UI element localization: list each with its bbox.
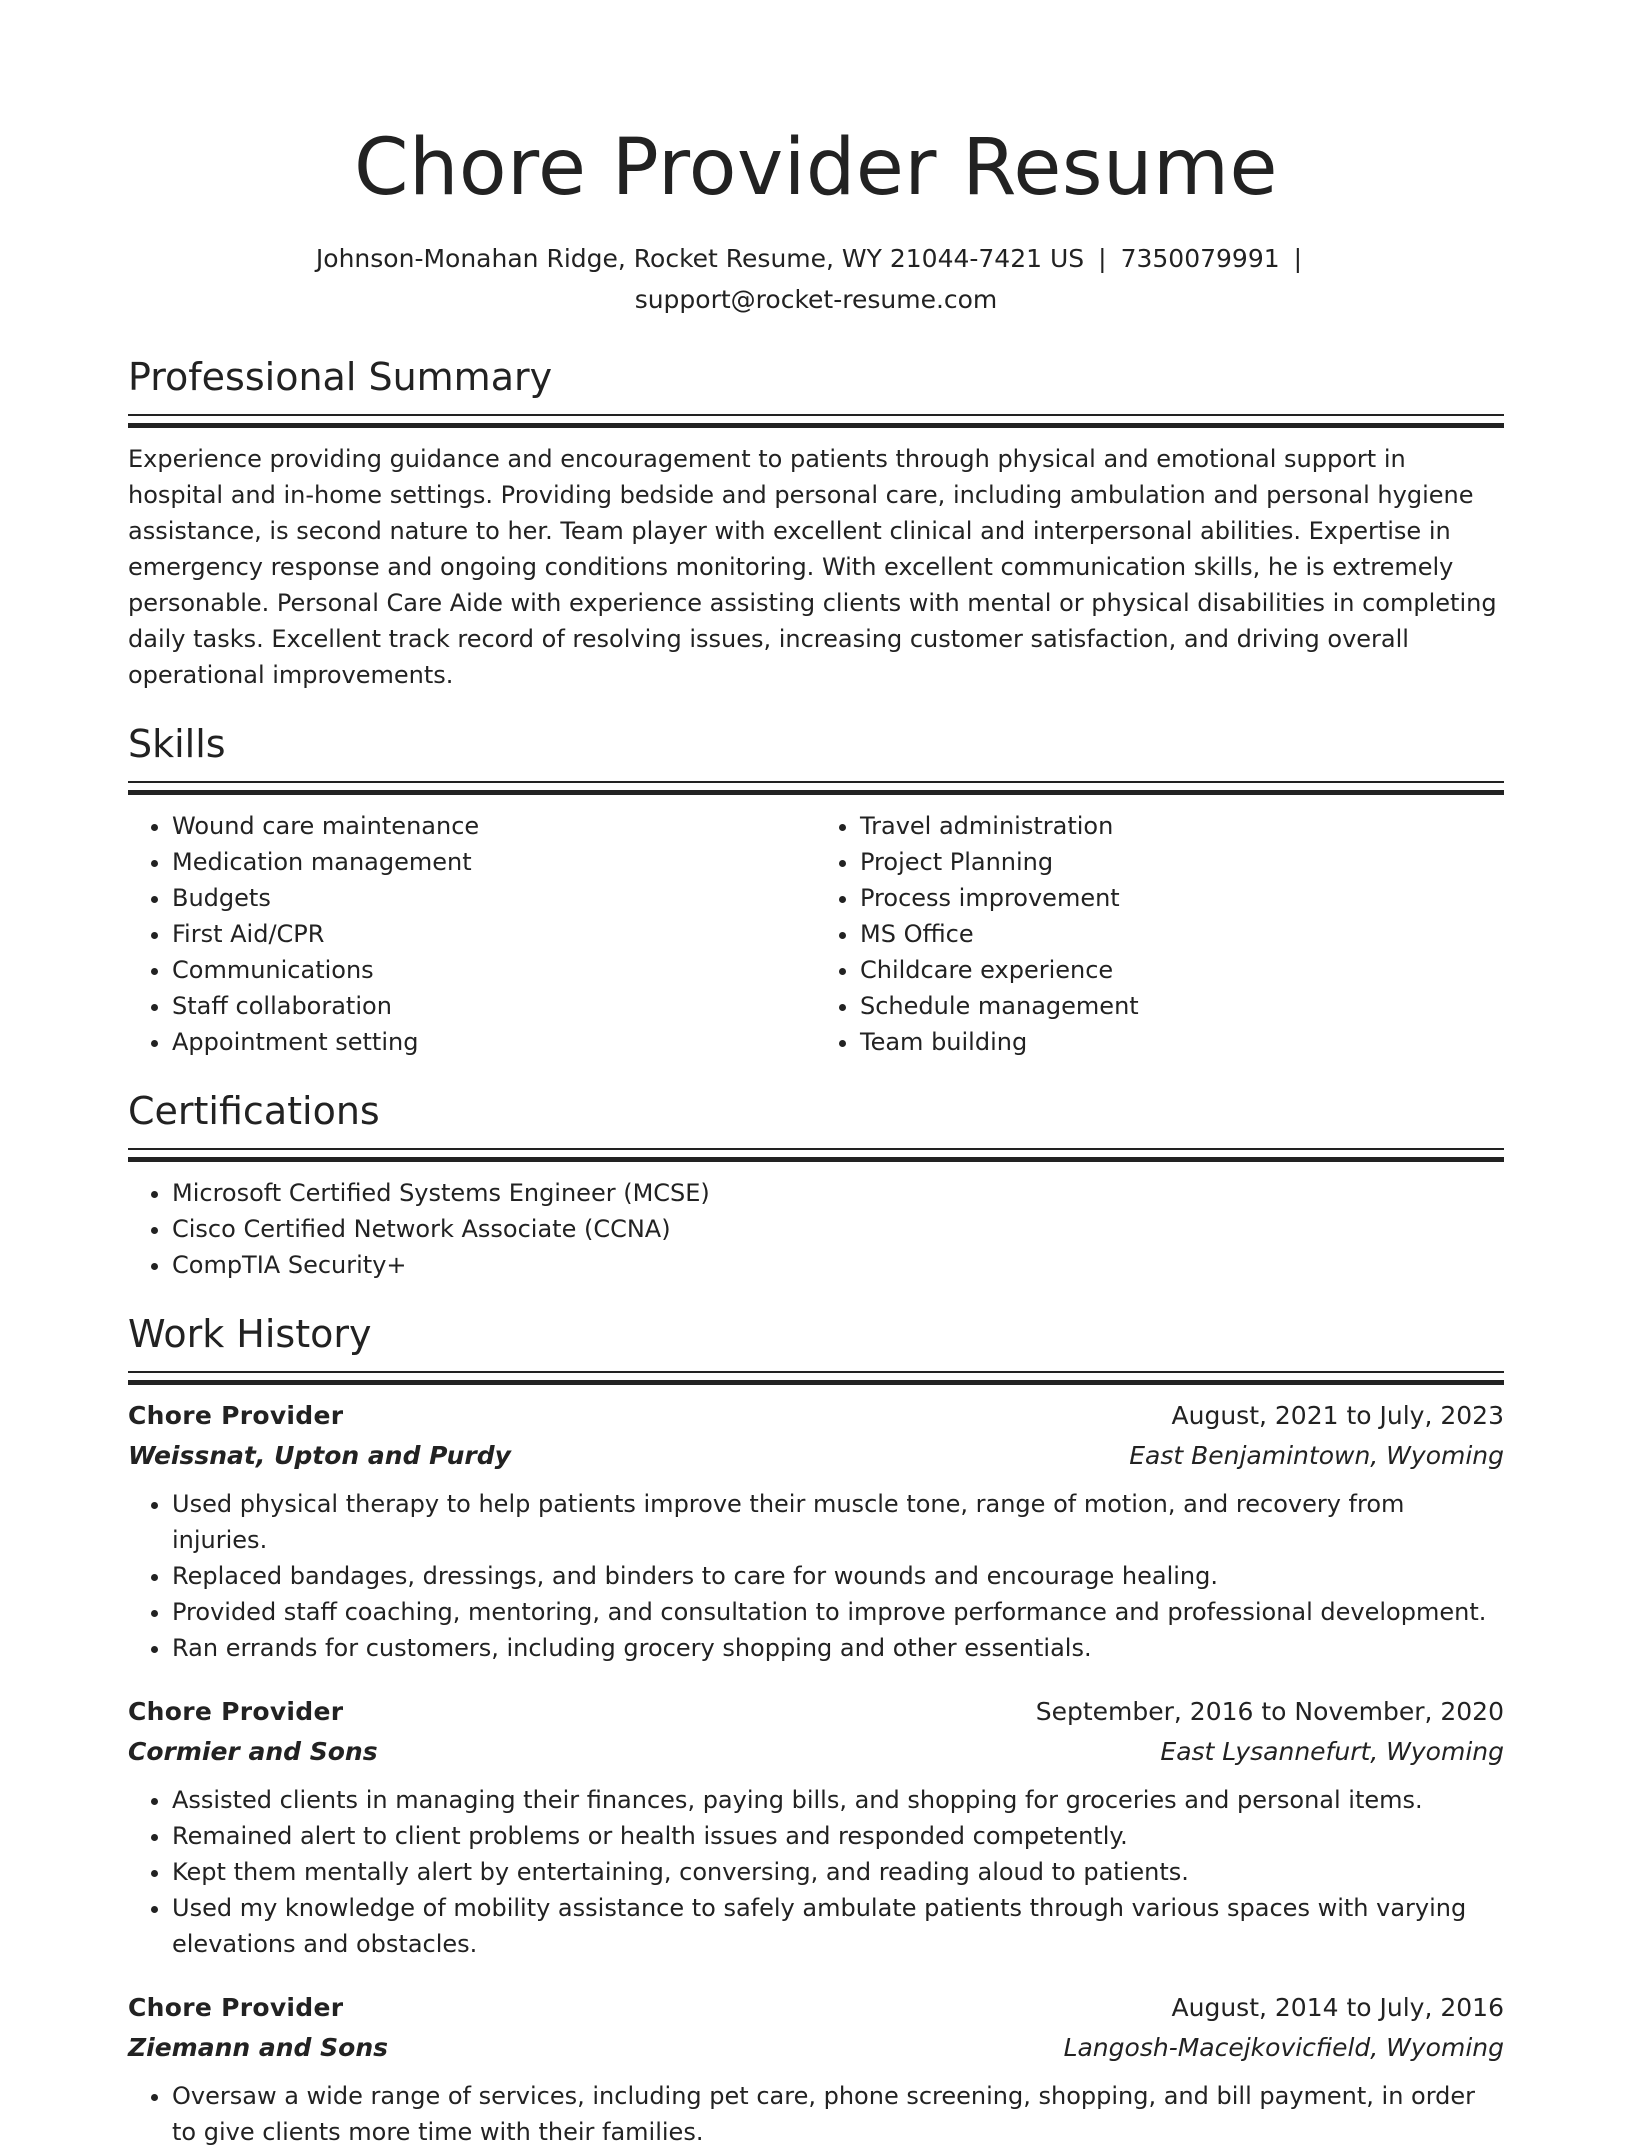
job-location: East Benjamintown, Wyoming xyxy=(1129,1441,1504,1470)
job-location: Langosh-Macejkovicfield, Wyoming xyxy=(1063,2033,1504,2062)
certifications-list xyxy=(128,1175,1504,1283)
contact-info xyxy=(266,238,1366,320)
job-header xyxy=(128,1988,1504,2028)
job-bullets xyxy=(128,1486,1504,1666)
job-title: Chore Provider xyxy=(128,1993,344,2022)
skill-item: • Communications xyxy=(172,952,816,988)
job-header xyxy=(128,1396,1504,1436)
job-company: Ziemann and Sons xyxy=(128,2033,388,2062)
job-bullet: • Used my knowledge of mobility assistance to safely ambulate patients through various spaces with varying elevations and obstacles. xyxy=(172,1890,1504,1962)
section-divider xyxy=(128,414,1504,425)
skill-item: • Staff collaboration xyxy=(172,988,816,1024)
job-bullet: • Oversaw a wide range of services, including pet care, phone screening, shopping, and bill payment, in order to give clients more time with their families. xyxy=(172,2078,1504,2150)
certifications-section xyxy=(128,1088,1504,1283)
contact-address: Johnson-Monahan Ridge, Rocket Resume, WY 21044-7421 US xyxy=(315,244,1085,273)
skill-item: • Process improvement xyxy=(860,880,1504,916)
job-subheader xyxy=(128,2028,1504,2068)
skill-item: • Budgets xyxy=(172,880,816,916)
job-title: Chore Provider xyxy=(128,1697,344,1726)
resume-title: Chore Provider Resume xyxy=(354,123,1278,213)
certification-item: • CompTIA Security+ xyxy=(172,1247,1504,1283)
skill-item: • Travel administration xyxy=(860,808,1504,844)
work-history-heading: Work History xyxy=(128,1312,372,1356)
job-bullet: • Provided staff coaching, mentoring, and consultation to improve performance and professional development. xyxy=(172,1594,1504,1630)
skill-item: • Appointment setting xyxy=(172,1024,816,1060)
job-bullet: • Kept them mentally alert by entertaining, conversing, and reading aloud to patients. xyxy=(172,1854,1504,1890)
resume-page xyxy=(128,0,1504,2150)
skill-item: • Medication management xyxy=(172,844,816,880)
skill-item: • Wound care maintenance xyxy=(172,808,816,844)
job-company: Cormier and Sons xyxy=(128,1737,378,1766)
skill-item: • Project Planning xyxy=(860,844,1504,880)
skill-item: • Team building xyxy=(860,1024,1504,1060)
skills-heading: Skills xyxy=(128,722,226,766)
skills-list-right xyxy=(816,808,1504,1060)
section-divider xyxy=(128,781,1504,792)
skill-item: • Schedule management xyxy=(860,988,1504,1024)
job-location: East Lysannefurt, Wyoming xyxy=(1160,1737,1504,1766)
skills-section xyxy=(128,721,1504,1060)
job-subheader xyxy=(128,1436,1504,1476)
job-entry xyxy=(128,1692,1504,1962)
certification-item: • Cisco Certified Network Associate (CCNA) xyxy=(172,1211,1504,1247)
work-history-section xyxy=(128,1311,1504,2150)
job-subheader xyxy=(128,1732,1504,1772)
job-header xyxy=(128,1692,1504,1732)
job-dates: September, 2016 to November, 2020 xyxy=(1035,1697,1504,1726)
job-dates: August, 2014 to July, 2016 xyxy=(1171,1993,1504,2022)
job-bullet: • Remained alert to client problems or health issues and responded competently. xyxy=(172,1818,1504,1854)
skill-item: • Childcare experience xyxy=(860,952,1504,988)
job-bullet: • Replaced bandages, dressings, and binders to care for wounds and encourage healing. xyxy=(172,1558,1504,1594)
job-bullet: • Ran errands for customers, including grocery shopping and other essentials. xyxy=(172,1630,1504,1666)
skill-item: • MS Office xyxy=(860,916,1504,952)
contact-phone: 7350079991 xyxy=(1120,244,1280,273)
section-divider xyxy=(128,1371,1504,1382)
job-entry xyxy=(128,1988,1504,2150)
skills-columns xyxy=(128,808,1504,1060)
summary-heading: Professional Summary xyxy=(128,355,553,399)
certification-item: • Microsoft Certified Systems Engineer (MCSE) xyxy=(172,1175,1504,1211)
job-bullet: • Assisted clients in managing their finances, paying bills, and shopping for groceries and personal items. xyxy=(172,1782,1504,1818)
summary-text: Experience providing guidance and encouragement to patients through physical and emotional support in hospital and in-home settings. Providing bedside and personal care, including ambulation and personal hygiene assistance, is second nature to her. Team player with excellent clinical and interpersonal abilities. Expertise in emergency response and ongoing conditions monitoring. With excellent communication skills, he is extremely personable. Personal Care Aide with experience assisting clients with mental or physical disabilities in completing daily tasks. Excellent track record of resolving issues, increasing customer satisfaction, and driving overall operational improvements. xyxy=(128,445,1497,689)
contact-separator: | xyxy=(1098,244,1107,273)
job-entry xyxy=(128,1396,1504,1666)
contact-email: support@rocket-resume.com xyxy=(634,285,998,314)
skills-list-left xyxy=(128,808,816,1060)
job-bullets xyxy=(128,1782,1504,1962)
job-title: Chore Provider xyxy=(128,1401,344,1430)
certifications-heading: Certifications xyxy=(128,1089,380,1133)
summary-section xyxy=(128,354,1504,693)
contact-separator: | xyxy=(1293,244,1303,273)
skill-item: • First Aid/CPR xyxy=(172,916,816,952)
job-bullets xyxy=(128,2078,1504,2150)
job-bullet: • Used physical therapy to help patients improve their muscle tone, range of motion, and recovery from injuries. xyxy=(172,1486,1504,1558)
section-divider xyxy=(128,1148,1504,1159)
job-dates: August, 2021 to July, 2023 xyxy=(1171,1401,1504,1430)
job-company: Weissnat, Upton and Purdy xyxy=(128,1441,511,1470)
